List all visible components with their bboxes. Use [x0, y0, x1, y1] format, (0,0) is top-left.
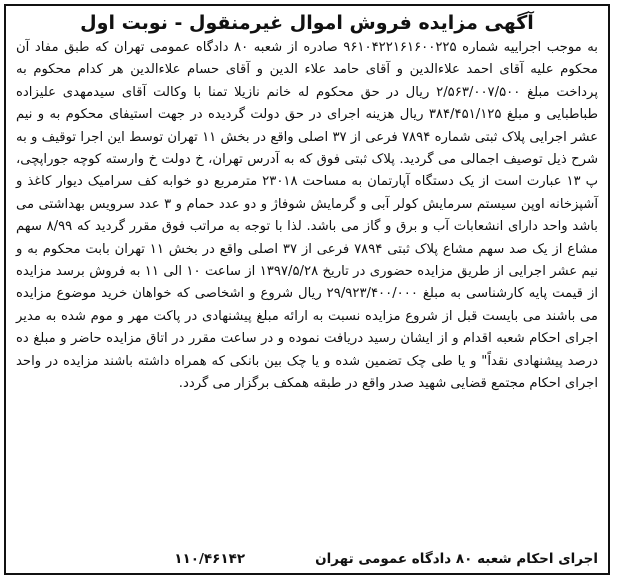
legal-notice [4, 4, 610, 575]
notice-footer [16, 549, 598, 569]
notice-body: به موجب اجراییه شماره ۹۶۱۰۴۲۲۱۶۱۶۰۰۲۲۵ صادره از شعبه ۸۰ دادگاه عمومی تهران که طبق مفاد آن محکوم علیه آقای احمد علاءالدین و آقای حامد علاء الدین و آقای حسام علاءالدین هر کدام محکوم به پرداخت مبلغ ۲/۵۶۳/۰۰۷/۵۰۰ ریال در حق محکوم له خانم نازیلا تمنا با وکالت آقای سیدمهدی علیزاده طباطبایی و مبلغ ۳۸۴/۴۵۱/۱۲۵ ریال هزینه اجرای در حق دولت گردیده در جهت استیفای محکوم به و نیم عشر اجرایی پلاک ثبتی شماره ۷۸۹۴ فرعی از ۳۷ اصلی واقع در بخش ۱۱ تهران توسط این اجرا توقیف و به شرح ذیل توصیف اجمالی می گردید. پلاک ثبتی فوق که به آدرس تهران، خ دولت خ وارسته کوچه جوراپچی، پ ۱۳ عبارت است از یک دستگاه آپارتمان به مساحت ۲۳۰۱۸ مترمربع دو خوابه کف سرامیک دیوار کاغذ و آشپزخانه اوپن سیستم سرمایش کولر آبی و گرمایش شوفاژ و دو عدد حمام و ۳ عدد سرویس بهداشتی می باشد واحد دارای انشعابات آب و برق و گاز می باشد. لذا با توجه به مراتب فوق مقرر گردید که ۸/۹۹ سهم مشاع از یک صد سهم مشاع پلاک ثبتی ۷۸۹۴ فرعی از ۳۷ اصلی واقع در بخش ۱۱ تهران بابت محکوم به و نیم عشر اجرایی از طریق مزایده حضوری در تاریخ ۱۳۹۷/۵/۲۸ از ساعت ۱۰ الی ۱۱ به فروش برسد مزایده از قیمت پایه کارشناسی به مبلغ ۲۹/۹۲۳/۴۰۰/۰۰۰ ریال شروع و اشخاصی که خواهان خرید موضوع مزایده می باشند می بایست قبل از شروع مزایده نسبت به ارائه مبلغ پیشنهادی در پاکت مهر و موم شده به مدیر اجرای احکام شعبه اقدام و از ایشان رسید دریافت نموده و در ساعت مقرر در اتاق مزایده حاضر و مبلغ ده درصد پیشنهادی نقداً" و یا طی چک تضمین شده و یا چک بین بانکی که همراه داشته باشند مزایده در واحد اجرای احکام مجتمع قضایی شهید صدر واقع در طبقه همکف برگزار می گردد. [16, 40, 598, 392]
notice-title: آگهی مزایده فروش اموال غیرمنقول - نوبت اول [80, 12, 534, 34]
notice-code: ۱۱۰/۴۶۱۴۲ [174, 551, 246, 567]
notice-issuer: اجرای احکام شعبه ۸۰ دادگاه عمومی تهران [315, 551, 598, 567]
